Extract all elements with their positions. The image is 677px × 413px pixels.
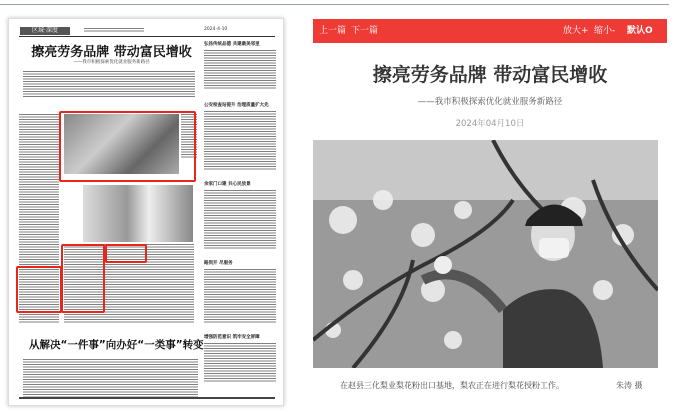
- newspaper-subheadline: ——我市积极探索优化就业服务新路径: [73, 60, 150, 65]
- article-hotspot[interactable]: [59, 111, 196, 182]
- newspaper-date: 2024-4-10: [204, 27, 228, 32]
- side-headline: 路到开 尽服务: [204, 261, 233, 266]
- zoom-in-button[interactable]: 放大+: [563, 26, 589, 36]
- newspaper-page-thumbnail[interactable]: [8, 18, 284, 406]
- newspaper-headline[interactable]: 擦亮劳务品牌 带动富民增收: [31, 45, 192, 60]
- article-hotspot[interactable]: [105, 244, 147, 263]
- side-headline: 余家门口建 共心民放景: [204, 182, 251, 187]
- newspaper-headline-2[interactable]: 从解决“一件事”向办好“一类事”转变: [29, 339, 204, 351]
- article-date: 2024年04月10日: [455, 119, 525, 129]
- newspaper-photo: [83, 185, 193, 242]
- photo-caption: 在赵县三化梨业梨花粉出口基地，梨农正在进行梨花授粉工作。: [340, 381, 564, 390]
- article-toolbar: [313, 19, 667, 43]
- default-size-button[interactable]: 默认O: [627, 26, 653, 36]
- article-subtitle: ——我市积极探索优化就业服务新路径: [417, 97, 563, 107]
- text-column: [204, 111, 276, 171]
- rule: [19, 36, 275, 37]
- article-title: 擦亮劳务品牌 带动富民增收: [372, 64, 608, 86]
- zoom-out-button[interactable]: 缩小-: [594, 26, 616, 36]
- masthead-text: [84, 28, 144, 32]
- side-headline: 弘扬传统品德 共建最美邻里: [204, 42, 260, 47]
- section-tag: 区域·深度: [20, 27, 70, 35]
- rule: [19, 397, 275, 399]
- article-hotspot[interactable]: [16, 266, 62, 313]
- text-column: [204, 190, 276, 250]
- lead-text: [23, 71, 195, 97]
- divider: [0, 4, 669, 5]
- prev-article-link[interactable]: 上一篇: [319, 26, 347, 36]
- text-column: [204, 269, 276, 324]
- side-column: [204, 41, 276, 383]
- text-column: [23, 359, 198, 397]
- next-article-link[interactable]: 下一篇: [351, 26, 379, 36]
- photo-credit: 朱涛 摄: [616, 381, 643, 390]
- article-photo: [313, 140, 658, 368]
- article-hotspot[interactable]: [61, 244, 105, 313]
- side-headline: 公安检查站提升 治理质量扩大先: [204, 103, 269, 108]
- text-column: [204, 50, 276, 90]
- side-headline: 增强防范意识 筑牢安全屏障: [204, 335, 260, 340]
- text-column: [204, 343, 276, 383]
